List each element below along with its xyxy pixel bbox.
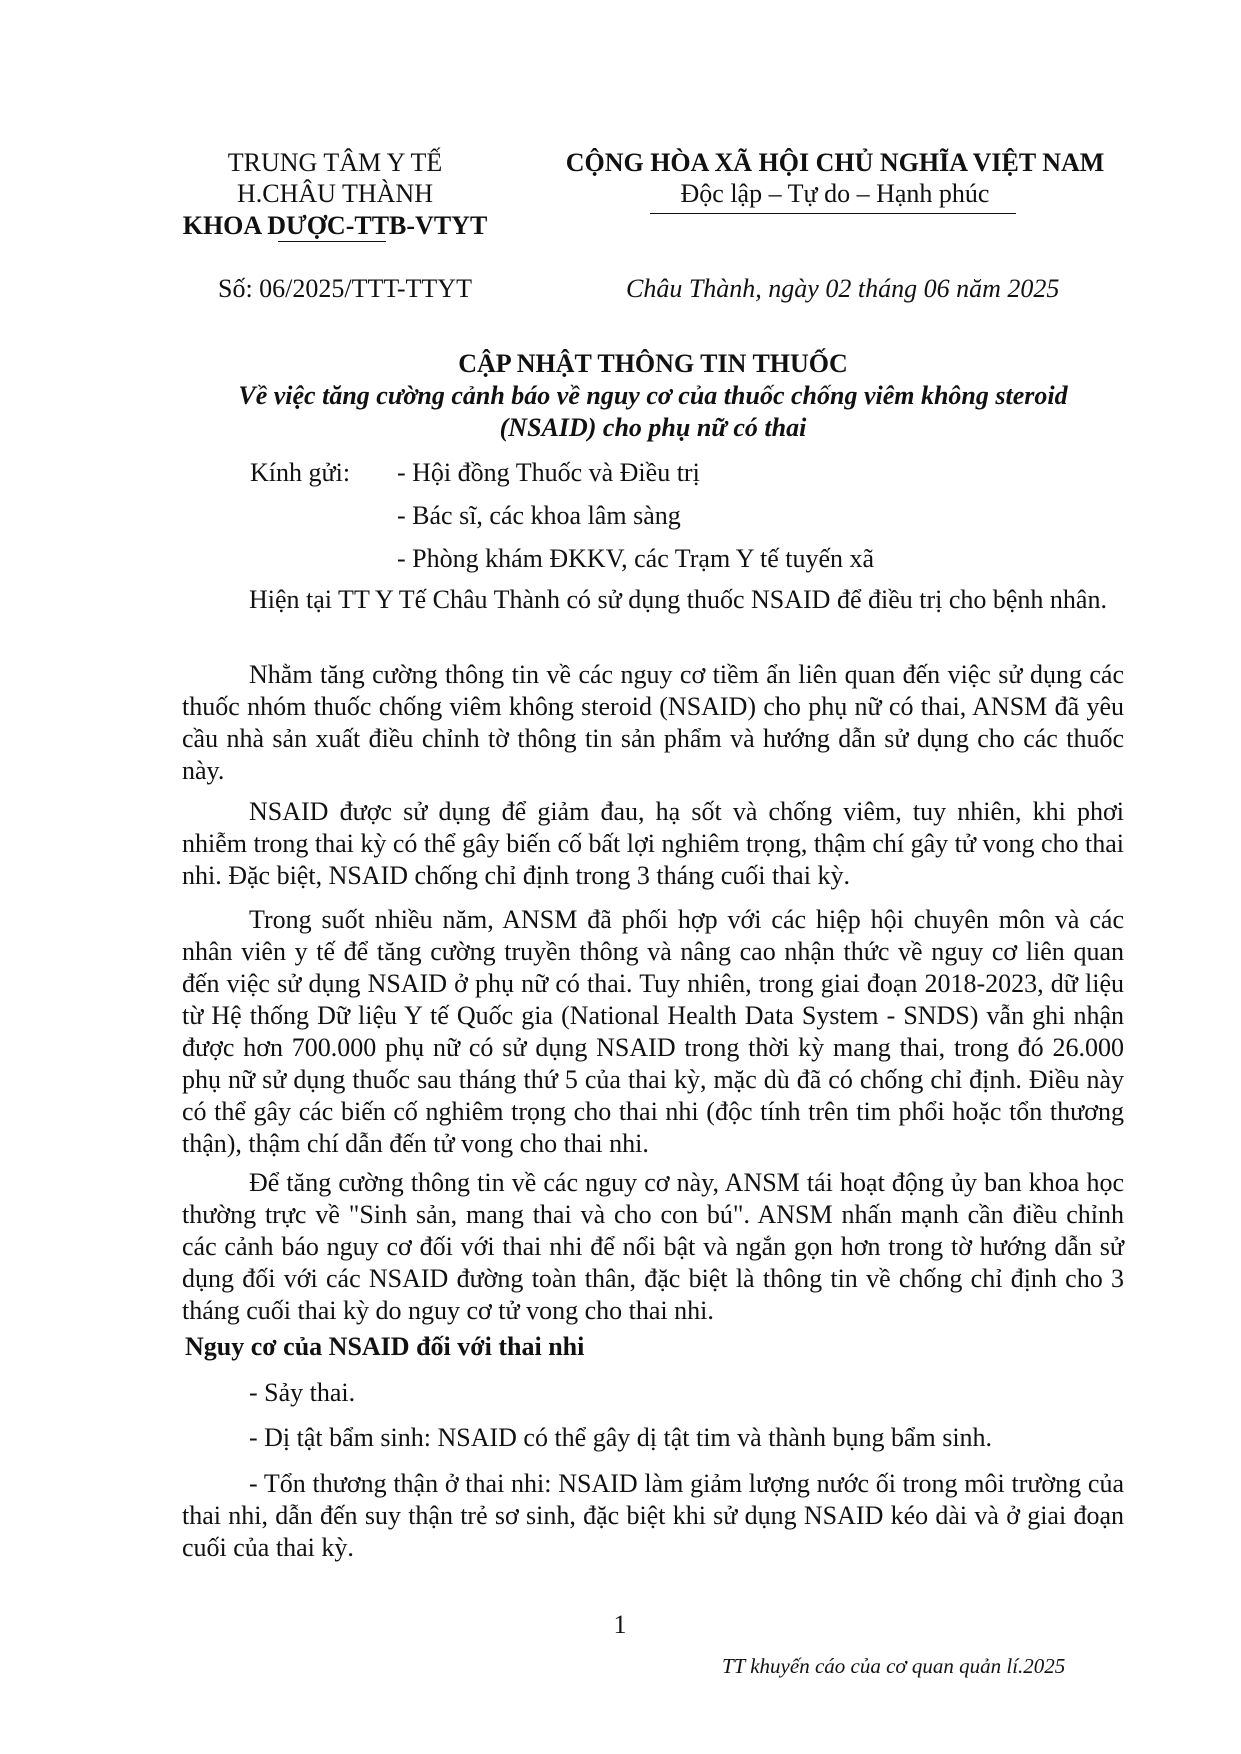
motto: Độc lập – Tự do – Hạnh phúc: [680, 179, 990, 208]
body-paragraph: NSAID được sử dụng để giảm đau, hạ sốt và chống viêm, tuy nhiên, khi phơi nhiễm trong thai kỳ có thể gây biến cố bất lợi nghiêm trọng, thậm chí gây tử vong cho thai nhi. Đặc biệt, NSAID chống chỉ định trong 3 tháng cuối thai kỳ.: [182, 797, 1124, 890]
org-line-3: KHOA DƯỢC-TTB-VTYT: [182, 211, 488, 240]
page-number: 1: [613, 1610, 627, 1639]
risk-item: - Dị tật bẩm sinh: NSAID có thể gây dị tật tim và thành bụng bẩm sinh.: [249, 1423, 993, 1452]
recipient-item: - Phòng khám ĐKKV, các Trạm Y tế tuyến xã: [397, 544, 875, 573]
subtitle-line-1: Về việc tăng cường cảnh báo về nguy cơ của thuốc chống viêm không steroid: [238, 381, 1068, 410]
body-paragraph: Hiện tại TT Y Tế Châu Thành có sử dụng thuốc NSAID để điều trị cho bệnh nhân.: [249, 585, 1107, 614]
recipient-item: - Bác sĩ, các khoa lâm sàng: [397, 501, 681, 530]
body-paragraph: Để tăng cường thông tin về các nguy cơ này, ANSM tái hoạt động ủy ban khoa học thường trực về "Sinh sản, mang thai và cho con bú". ANSM nhấn mạnh cần điều chỉnh các cảnh báo nguy cơ đối với thai nhi để nổi bật và ngắn gọn hơn trong tờ hướng dẫn sử dụng đối với các NSAID đường toàn thân, đặc biệt là thông tin về chống chỉ định cho 3 tháng cuối thai kỳ do nguy cơ tử vong cho thai nhi.: [182, 1168, 1124, 1325]
org-underline: [278, 241, 386, 242]
recipients-label: Kính gửi:: [250, 458, 351, 487]
section-heading: Nguy cơ của NSAID đối với thai nhi: [185, 1332, 585, 1361]
nation-title: CỘNG HÒA XÃ HỘI CHỦ NGHĨA VIỆT NAM: [565, 148, 1105, 177]
recipient-item: - Hội đồng Thuốc và Điều trị: [397, 458, 700, 487]
org-line-1: TRUNG TÂM Y TẾ: [227, 148, 443, 177]
footer-note: TT khuyến cáo của cơ quan quản lí.2025: [722, 1654, 1066, 1678]
document-title: CẬP NHẬT THÔNG TIN THUỐC: [458, 349, 848, 378]
risk-item: - Sảy thai.: [249, 1378, 356, 1407]
motto-underline: [650, 213, 1016, 214]
risk-item: - Tổn thương thận ở thai nhi: NSAID làm giảm lượng nước ối trong môi trường của thai nhi, dẫn đến suy thận trẻ sơ sinh, đặc biệt khi sử dụng NSAID kéo dài và ở giai đoạn cuối của thai kỳ.: [182, 1469, 1124, 1562]
place-date: Châu Thành, ngày 02 tháng 06 năm 2025: [626, 274, 1060, 303]
org-line-2: H.CHÂU THÀNH: [237, 179, 433, 208]
subtitle-line-2: (NSAID) cho phụ nữ có thai: [499, 413, 807, 442]
body-paragraph: Nhằm tăng cường thông tin về các nguy cơ tiềm ẩn liên quan đến việc sử dụng các thuốc nhóm thuốc chống viêm không steroid (NSAID) cho phụ nữ có thai, ANSM đã yêu cầu nhà sản xuất điều chỉnh tờ thông tin sản phẩm và hướng dẫn sử dụng cho các thuốc này.: [182, 660, 1124, 785]
document-number: Số: 06/2025/TTT-TTYT: [218, 274, 472, 303]
body-paragraph: Trong suốt nhiều năm, ANSM đã phối hợp với các hiệp hội chuyên môn và các nhân viên y tế để tăng cường truyền thông và nâng cao nhận thức về nguy cơ liên quan đến việc sử dụng NSAID ở phụ nữ có thai. Tuy nhiên, trong giai đoạn 2018-2023, dữ liệu từ Hệ thống Dữ liệu Y tế Quốc gia (National Health Data System - SNDS) vẫn ghi nhận được hơn 700.000 phụ nữ có sử dụng NSAID trong thời kỳ mang thai, trong đó 26.000 phụ nữ sử dụng thuốc sau tháng thứ 5 của thai kỳ, mặc dù đã có chống chỉ định. Điều này có thể gây các biến cố nghiêm trọng cho thai nhi (độc tính trên tim phổi hoặc tổn thương thận), thậm chí dẫn đến tử vong cho thai nhi.: [182, 905, 1124, 1158]
